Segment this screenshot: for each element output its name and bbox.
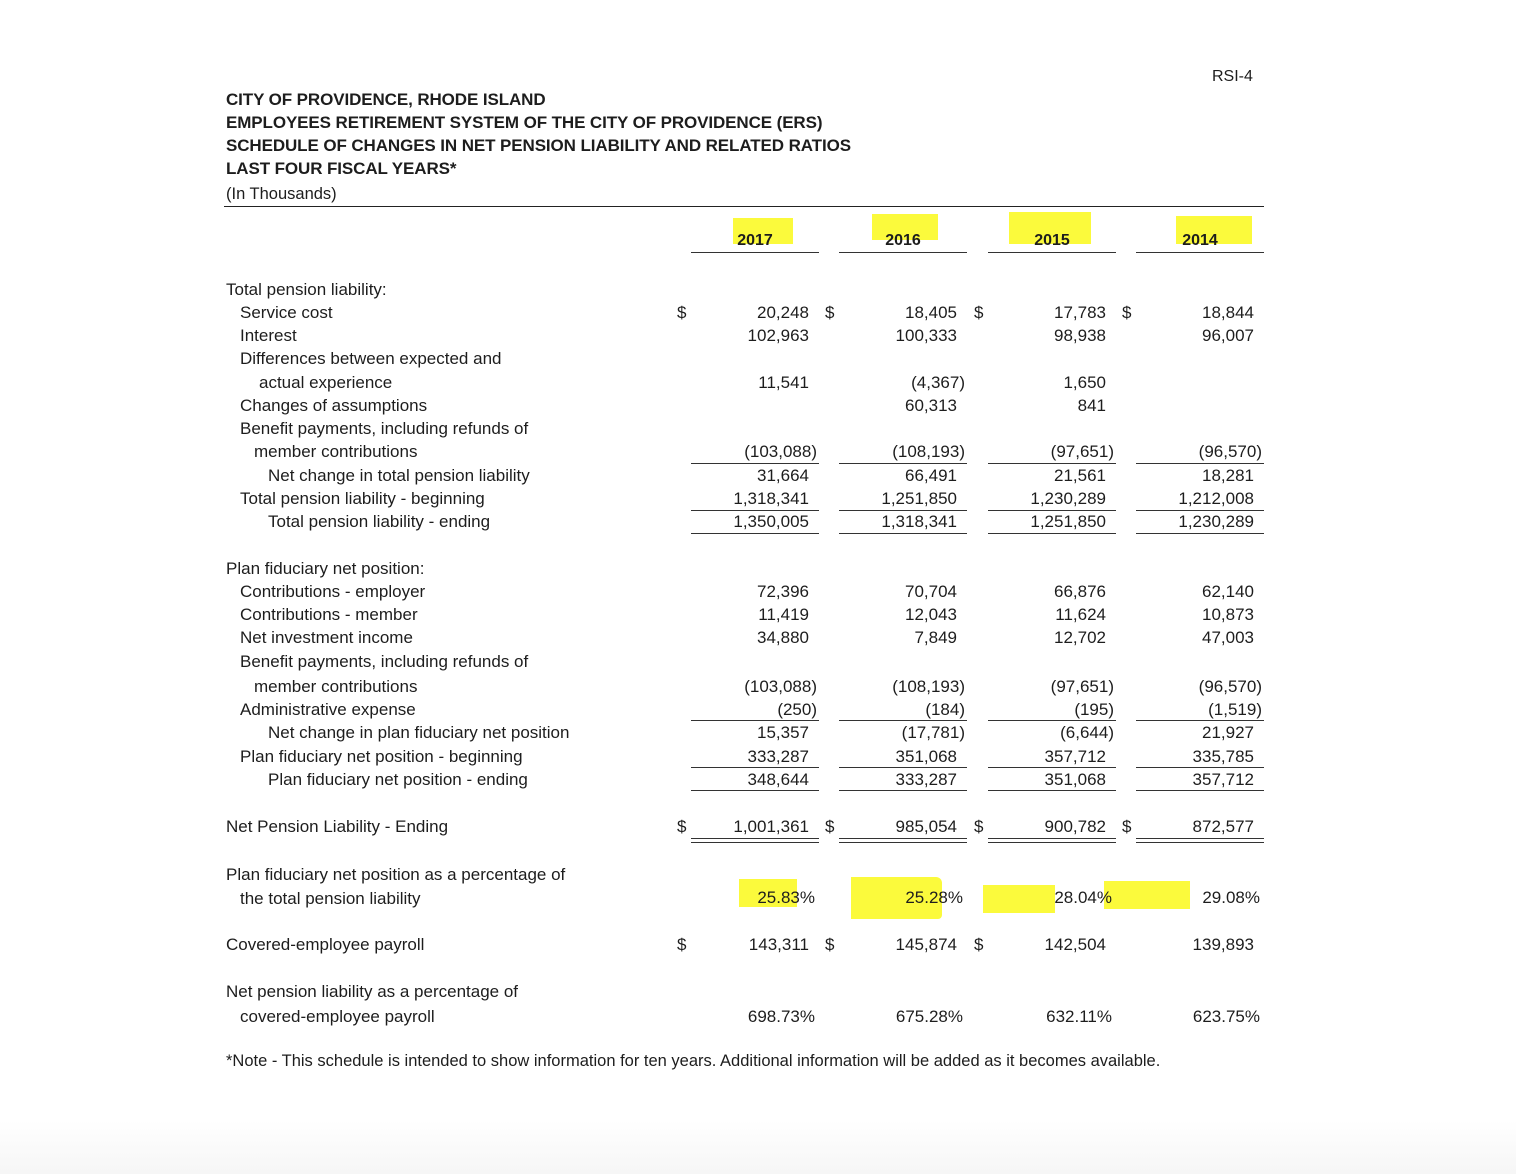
cell-tpl-ending-2014: 1,230,289 xyxy=(1178,512,1254,531)
cell-npl-pct-payroll-2016: 675.28% xyxy=(895,1007,963,1026)
cell-pfnp-benefit-payments-2014: (96,570) xyxy=(1198,677,1262,696)
header-underline xyxy=(988,252,1116,253)
cell-contrib-employer-2014: 62,140 xyxy=(1202,582,1254,601)
row-label-pfnp-ending: Plan fiduciary net position - ending xyxy=(268,770,528,789)
double-rule xyxy=(839,838,967,843)
cell-pfnp-beginning-2016: 351,068 xyxy=(895,747,957,766)
row-label-fiduciary-pct: Plan fiduciary net position as a percentage of xyxy=(226,865,566,884)
dollar-sign: $ xyxy=(825,935,835,954)
cell-net-change-pfnp-2017: 15,357 xyxy=(757,723,809,742)
cell-npl-ending-2016: 985,054 xyxy=(895,817,957,836)
cell-service-cost-2015: 17,783 xyxy=(1054,303,1106,322)
cell-contrib-employer-2015: 66,876 xyxy=(1054,582,1106,601)
cell-interest-2017: 102,963 xyxy=(747,326,809,345)
cell-npl-pct-payroll-2017: 698.73% xyxy=(747,1007,815,1026)
cell-contrib-member-2015: 11,624 xyxy=(1055,605,1106,624)
cell-fiduciary-pct-2016: 25.28% xyxy=(905,888,963,907)
row-label-net-change-pfnp: Net change in plan fiduciary net position xyxy=(268,723,570,742)
header-underline xyxy=(691,252,819,253)
subtotal-rule xyxy=(691,510,819,511)
cell-admin-expense-2017: (250) xyxy=(777,700,817,719)
dollar-sign: $ xyxy=(825,303,835,322)
double-rule xyxy=(1136,838,1264,843)
total-rule xyxy=(1136,790,1264,791)
cell-net-change-pfnp-2014: 21,927 xyxy=(1202,723,1254,742)
cell-service-cost-2016: 18,405 xyxy=(905,303,957,322)
cell-investment-income-2014: 47,003 xyxy=(1202,628,1254,647)
cell-interest-2014: 96,007 xyxy=(1202,326,1254,345)
total-rule xyxy=(988,790,1116,791)
cell-pfnp-benefit-payments-2017: (103,088) xyxy=(744,677,817,696)
row-label-contrib-employer: Contributions - employer xyxy=(240,582,426,601)
dollar-sign: $ xyxy=(1122,303,1132,322)
cell-pfnp-beginning-2014: 335,785 xyxy=(1192,747,1254,766)
header-rule xyxy=(224,206,1264,207)
dollar-sign: $ xyxy=(974,303,984,322)
cell-investment-income-2017: 34,880 xyxy=(757,628,809,647)
row-label-investment-income: Net investment income xyxy=(240,628,413,647)
total-rule xyxy=(839,790,967,791)
total-rule xyxy=(691,790,819,791)
cell-covered-payroll-2014: 139,893 xyxy=(1192,935,1254,954)
subtotal-rule xyxy=(988,767,1116,768)
row-label-differences: Differences between expected and xyxy=(240,349,502,368)
dollar-sign: $ xyxy=(677,935,687,954)
row-label-npl-pct-payroll: Net pension liability as a percentage of xyxy=(226,982,519,1001)
subtotal-rule xyxy=(839,510,967,511)
cell-admin-expense-2014: (1,519) xyxy=(1208,700,1262,719)
cell-pfnp-beginning-2017: 333,287 xyxy=(747,747,809,766)
cell-fiduciary-pct-2015: 28.04% xyxy=(1054,888,1112,907)
subtotal-rule xyxy=(1136,463,1264,464)
cell-net-change-tpl-2015: 21,561 xyxy=(1054,466,1106,485)
column-header-2016: 2016 xyxy=(885,232,921,249)
dollar-sign: $ xyxy=(825,817,835,836)
cell-npl-pct-payroll-2015: 632.11% xyxy=(1046,1007,1112,1026)
row-label-npl-ending: Net Pension Liability - Ending xyxy=(226,817,449,836)
cell-tpl-ending-2017: 1,350,005 xyxy=(733,512,809,531)
cell-differences-2017: 11,541 xyxy=(758,373,809,392)
cell-npl-pct-payroll-2014: 623.75% xyxy=(1192,1007,1260,1026)
footnote: *Note - This schedule is intended to show information for ten years. Additional information will be added as it becomes available. xyxy=(226,1052,1161,1070)
cell-pfnp-ending-2016: 333,287 xyxy=(895,770,957,789)
double-rule xyxy=(691,838,819,843)
page-label: RSI-4 xyxy=(1212,68,1253,85)
dollar-sign: $ xyxy=(1122,817,1132,836)
column-header-2017: 2017 xyxy=(737,232,773,249)
cell-net-change-tpl-2016: 66,491 xyxy=(905,466,957,485)
cell-net-change-pfnp-2015: (6,644) xyxy=(1060,723,1114,742)
subtotal-rule xyxy=(988,510,1116,511)
cell-fiduciary-pct-2014: 29.08% xyxy=(1202,888,1260,907)
row-label-npl-pct-payroll-cont: covered-employee payroll xyxy=(240,1007,435,1026)
cell-benefit-payments-2017: (103,088) xyxy=(744,442,817,461)
subtotal-rule xyxy=(691,463,819,464)
double-rule xyxy=(988,838,1116,843)
row-label-covered-payroll: Covered-employee payroll xyxy=(226,935,425,954)
row-label-net-change-tpl: Net change in total pension liability xyxy=(268,466,530,485)
cell-net-change-tpl-2014: 18,281 xyxy=(1202,466,1254,485)
total-rule xyxy=(1136,533,1264,534)
cell-contrib-member-2016: 12,043 xyxy=(905,605,957,624)
cell-tpl-beginning-2017: 1,318,341 xyxy=(733,489,809,508)
cell-differences-2015: 1,650 xyxy=(1063,373,1106,392)
cell-tpl-beginning-2015: 1,230,289 xyxy=(1030,489,1106,508)
subtotal-rule xyxy=(1136,767,1264,768)
cell-admin-expense-2015: (195) xyxy=(1074,700,1114,719)
row-label-differences-cont: actual experience xyxy=(259,373,393,392)
section-label-pfnp: Plan fiduciary net position: xyxy=(226,559,425,578)
cell-differences-2016: (4,367) xyxy=(911,373,965,392)
cell-pfnp-ending-2014: 357,712 xyxy=(1192,770,1254,789)
cell-fiduciary-pct-2017: 25.83% xyxy=(757,888,815,907)
row-label-assumptions: Changes of assumptions xyxy=(240,396,428,415)
cell-contrib-member-2017: 11,419 xyxy=(758,605,809,624)
row-label-tpl-ending: Total pension liability - ending xyxy=(268,512,491,531)
row-label-tpl-beginning: Total pension liability - beginning xyxy=(240,489,485,508)
section-label-tpl: Total pension liability: xyxy=(226,280,387,299)
cell-service-cost-2014: 18,844 xyxy=(1202,303,1254,322)
cell-contrib-employer-2016: 70,704 xyxy=(905,582,957,601)
dollar-sign: $ xyxy=(974,935,984,954)
subtotal-rule xyxy=(988,463,1116,464)
cell-pfnp-ending-2015: 351,068 xyxy=(1044,770,1106,789)
header-units: (In Thousands) xyxy=(226,185,337,203)
cell-tpl-beginning-2014: 1,212,008 xyxy=(1178,489,1254,508)
header-underline xyxy=(1136,252,1264,253)
cell-contrib-employer-2017: 72,396 xyxy=(757,582,809,601)
subtotal-rule xyxy=(691,767,819,768)
cell-pfnp-ending-2017: 348,644 xyxy=(747,770,809,789)
header-schedule-title: SCHEDULE OF CHANGES IN NET PENSION LIABILITY AND RELATED RATIOS xyxy=(226,136,851,155)
cell-assumptions-2015: 841 xyxy=(1077,396,1106,415)
cell-admin-expense-2016: (184) xyxy=(925,700,965,719)
row-label-benefit-payments-cont: member contributions xyxy=(254,442,418,461)
header-period: LAST FOUR FISCAL YEARS* xyxy=(226,159,457,178)
cell-covered-payroll-2015: 142,504 xyxy=(1044,935,1106,954)
cell-net-change-tpl-2017: 31,664 xyxy=(757,466,809,485)
cell-benefit-payments-2016: (108,193) xyxy=(892,442,965,461)
cell-service-cost-2017: 20,248 xyxy=(757,303,809,322)
row-label-fiduciary-pct-cont: the total pension liability xyxy=(240,889,421,908)
total-rule xyxy=(839,533,967,534)
cell-tpl-beginning-2016: 1,251,850 xyxy=(881,489,957,508)
subtotal-rule xyxy=(1136,510,1264,511)
column-header-2015: 2015 xyxy=(1034,232,1070,249)
cell-interest-2016: 100,333 xyxy=(895,326,957,345)
cell-interest-2015: 98,938 xyxy=(1054,326,1106,345)
cell-pfnp-beginning-2015: 357,712 xyxy=(1044,747,1106,766)
row-label-service-cost: Service cost xyxy=(240,303,333,322)
header-system: EMPLOYEES RETIREMENT SYSTEM OF THE CITY OF PROVIDENCE (ERS) xyxy=(226,113,823,132)
cell-pfnp-benefit-payments-2015: (97,651) xyxy=(1050,677,1114,696)
cell-npl-ending-2015: 900,782 xyxy=(1044,817,1106,836)
subtotal-rule xyxy=(839,767,967,768)
row-label-pfnp-benefit-payments: Benefit payments, including refunds of xyxy=(240,652,529,671)
cell-contrib-member-2014: 10,873 xyxy=(1202,605,1254,624)
total-rule xyxy=(988,533,1116,534)
row-label-interest: Interest xyxy=(240,326,297,345)
cell-npl-ending-2014: 872,577 xyxy=(1192,817,1254,836)
subtotal-rule xyxy=(988,720,1116,721)
dollar-sign: $ xyxy=(677,303,687,322)
row-label-pfnp-beginning: Plan fiduciary net position - beginning xyxy=(240,747,523,766)
subtotal-rule xyxy=(839,463,967,464)
cell-benefit-payments-2015: (97,651) xyxy=(1050,442,1114,461)
column-header-2014: 2014 xyxy=(1182,232,1218,249)
subtotal-rule xyxy=(839,720,967,721)
cell-investment-income-2016: 7,849 xyxy=(914,628,957,647)
total-rule xyxy=(691,533,819,534)
cell-covered-payroll-2017: 143,311 xyxy=(748,935,809,954)
cell-tpl-ending-2015: 1,251,850 xyxy=(1030,512,1106,531)
row-label-admin-expense: Administrative expense xyxy=(240,700,416,719)
dollar-sign: $ xyxy=(677,817,687,836)
row-label-pfnp-benefit-payments-cont: member contributions xyxy=(254,677,418,696)
cell-covered-payroll-2016: 145,874 xyxy=(895,935,957,954)
subtotal-rule xyxy=(1136,720,1264,721)
cell-assumptions-2016: 60,313 xyxy=(905,396,957,415)
cell-net-change-pfnp-2016: (17,781) xyxy=(901,723,965,742)
cell-npl-ending-2017: 1,001,361 xyxy=(733,817,809,836)
row-label-contrib-member: Contributions - member xyxy=(240,605,418,624)
header-city: CITY OF PROVIDENCE, RHODE ISLAND xyxy=(226,90,546,109)
row-label-benefit-payments: Benefit payments, including refunds of xyxy=(240,419,529,438)
header-underline xyxy=(839,252,967,253)
cell-pfnp-benefit-payments-2016: (108,193) xyxy=(892,677,965,696)
cell-tpl-ending-2016: 1,318,341 xyxy=(881,512,957,531)
subtotal-rule xyxy=(691,720,819,721)
cell-benefit-payments-2014: (96,570) xyxy=(1198,442,1262,461)
dollar-sign: $ xyxy=(974,817,984,836)
cell-investment-income-2015: 12,702 xyxy=(1054,628,1106,647)
